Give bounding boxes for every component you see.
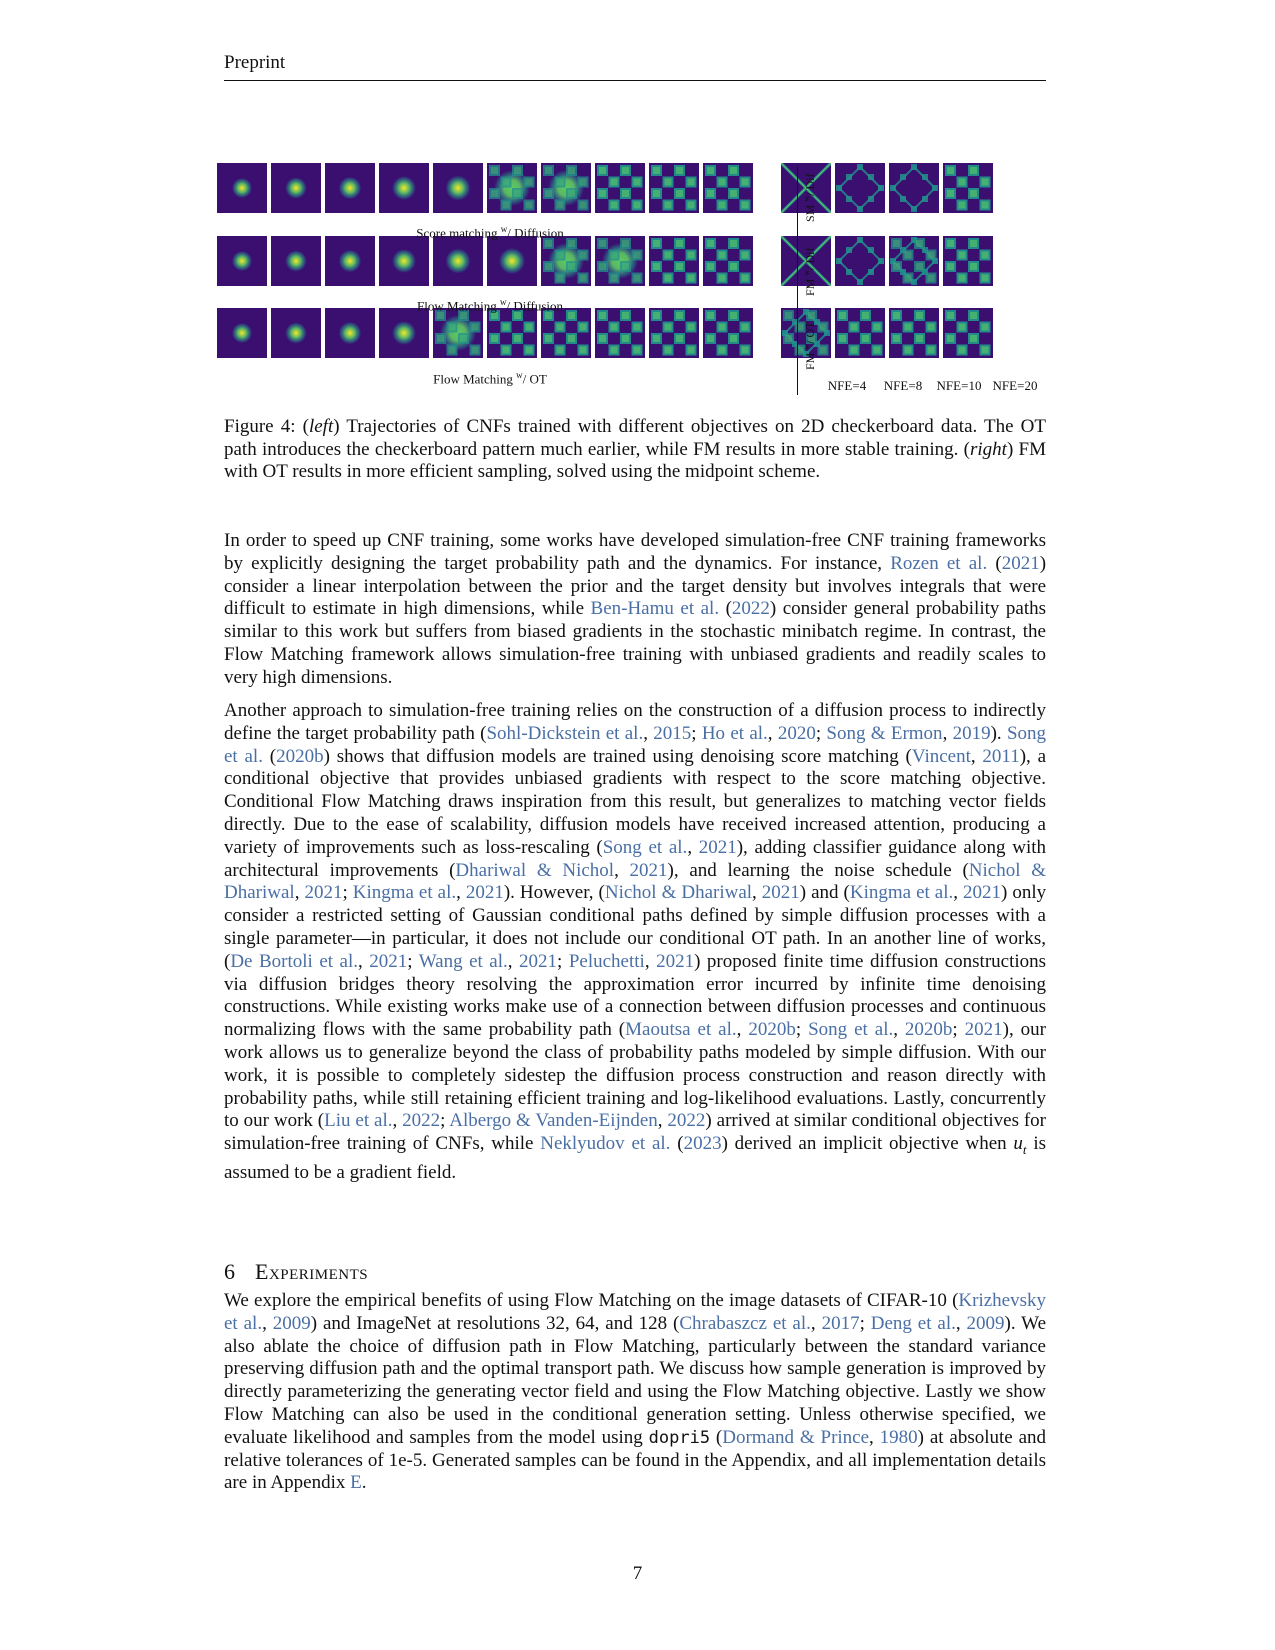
citation-link[interactable]: Song et al.	[602, 836, 688, 858]
density-tile	[649, 236, 699, 286]
citation-link[interactable]: Sohl-Dickstein et al.	[486, 722, 644, 744]
density-tile	[325, 236, 375, 286]
paragraph-related-work-1: In order to speed up CNF training, some works have developed simulation-free CNF training frameworks by explicitly designing the target probability path and the dynamics. For instance, Rozen et al. (2021) consider a linear interpolation between the prior and the target density but involves integrals that were difficult to estimate in high dimensions, while Ben-Hamu et al. (2022) consider general probability paths similar to this work but suffers from biased gradients in the stochastic minibatch regime. In contrast, the Flow Matching framework allows simulation-free training with unbiased gradients and readily scales to very high dimensions.	[224, 530, 1047, 688]
citation-link[interactable]: Liu et al.	[324, 1110, 393, 1132]
citation-link[interactable]: 2011	[982, 745, 1020, 767]
citation-link[interactable]: 2023	[683, 1133, 722, 1155]
citation-link[interactable]: Albergo & Vanden-Eijnden	[449, 1110, 658, 1132]
density-tile	[433, 163, 483, 213]
citation-link[interactable]: 2015	[653, 722, 692, 744]
citation-link[interactable]: 2022	[731, 598, 770, 620]
density-tile	[325, 308, 375, 358]
row-label-fm-dif: Flow Matching $^w$/ Diffusion	[416, 297, 564, 314]
citation-link[interactable]: Dhariwal & Nichol	[455, 859, 615, 881]
citation-link[interactable]: 2021	[656, 950, 695, 972]
density-tile	[595, 236, 645, 286]
density-tile	[487, 308, 537, 358]
citation-link[interactable]: Vincent	[911, 745, 971, 767]
row-label-fm-ot: Flow Matching $^w$/ OT	[433, 370, 547, 387]
citation-link[interactable]: Chrabaszcz et al.	[679, 1312, 811, 1334]
citation-link[interactable]: 1980	[879, 1426, 918, 1448]
citation-link[interactable]: 2021	[369, 950, 408, 972]
code-dopri5: dopri5	[648, 1427, 711, 1448]
density-tile	[271, 308, 321, 358]
citation-link[interactable]: Nichol & Dhariwal	[224, 859, 1046, 904]
citation-link[interactable]: 2021	[964, 1019, 1003, 1041]
citation-link[interactable]: Song et al.	[808, 1019, 894, 1041]
density-tile	[649, 308, 699, 358]
citation-link[interactable]: 2021	[519, 950, 558, 972]
citation-link[interactable]: 2022	[402, 1110, 441, 1132]
density-tile	[835, 308, 885, 358]
citation-link[interactable]: Deng et al.	[870, 1312, 956, 1334]
density-tile	[487, 236, 537, 286]
section-heading: 6 Experiments	[224, 1259, 369, 1284]
density-tile	[595, 308, 645, 358]
citation-link[interactable]: Ben-Hamu et al.	[590, 598, 720, 620]
density-tile	[271, 163, 321, 213]
citation-link[interactable]: 2021	[465, 882, 504, 904]
citation-link[interactable]: Krizhevsky et al.	[224, 1290, 1046, 1334]
density-tile	[703, 308, 753, 358]
density-tile	[217, 308, 267, 358]
citation-link[interactable]: 2021	[698, 836, 737, 858]
citation-link[interactable]: 2022	[667, 1110, 706, 1132]
nfe-label: NFE=8	[883, 378, 923, 393]
density-tile	[835, 163, 885, 213]
vlabel-fm-ot: FM $^w$/ OT	[802, 321, 817, 370]
citation-link[interactable]: Nichol & Dhariwal	[604, 882, 753, 904]
citation-link[interactable]: 2021	[304, 882, 343, 904]
density-tile	[835, 236, 885, 286]
row-label-sm-dif: Score matching $^w$/ Diffusion	[416, 224, 564, 241]
citation-link[interactable]: 2020b	[276, 745, 324, 767]
citation-link[interactable]: 2009	[272, 1312, 311, 1334]
density-tile	[889, 308, 939, 358]
citation-link[interactable]: Neklyudov et al.	[540, 1133, 671, 1155]
page-number: 7	[632, 1563, 643, 1584]
citation-link[interactable]: 2020b	[904, 1019, 953, 1041]
density-tile	[889, 236, 939, 286]
density-tile	[217, 236, 267, 286]
density-tile	[541, 163, 591, 213]
paragraph-experiments: We explore the empirical benefits of using Flow Matching on the image datasets of CIFAR-10 (Krizhevsky et al., 2009) and ImageNet at resolutions 32, 64, and 128 (Chrabaszcz et al., 2017; Deng et al., 2009). We also ablate the choice of diffusion path in Flow Matching, particularly between the standard variance preserving diffusion path and the optimal transport path. We discuss how sample generation is improved by directly parameterizing the generating vector field and using the Flow Matching objective. Lastly we show Flow Matching can also be used in the conditional generation setting. Unless otherwise specified, we evaluate likelihood and samples from the model using dopri5 (Dormand & Prince, 1980) at absolute and relative tolerances of 1e-5. Generated samples can be found in the Appendix, and all implementation details are in Appendix E.	[224, 1290, 1047, 1494]
citation-link[interactable]: 2021	[761, 882, 800, 904]
figure-caption: Figure 4: (left) Trajectories of CNFs trained with different objectives on 2D checkerboard data. The OT path introduces the checkerboard pattern much earlier, while FM results in more stable training. (right) FM with OT results in more efficient sampling, solved using the midpoint scheme.	[224, 416, 1047, 482]
density-tile	[379, 163, 429, 213]
citation-link[interactable]: Ho et al.	[701, 722, 768, 744]
math-u-t: $u_t$	[1013, 1133, 1027, 1157]
citation-link[interactable]: 2019	[952, 722, 991, 744]
density-tile	[379, 308, 429, 358]
density-tile	[649, 163, 699, 213]
density-tile	[217, 163, 267, 213]
citation-link[interactable]: Song et al.	[224, 722, 1047, 767]
density-tile	[703, 163, 753, 213]
vlabel-sm-dif: SM $^w$/ Dif	[802, 173, 817, 222]
nfe-label: NFE=20	[992, 378, 1038, 393]
citation-link[interactable]: Maoutsa et al.	[625, 1019, 737, 1041]
density-tile	[487, 163, 537, 213]
density-tile	[433, 236, 483, 286]
citation-link[interactable]: Kingma et al.	[849, 882, 954, 904]
citation-link[interactable]: 2021	[1001, 552, 1040, 574]
citation-link[interactable]: 2021	[963, 882, 1001, 904]
nfe-label: NFE=10	[936, 378, 982, 393]
citation-link[interactable]: 2017	[821, 1312, 860, 1334]
density-tile	[541, 236, 591, 286]
figure-divider	[797, 167, 798, 395]
appendix-link[interactable]: E	[350, 1472, 362, 1494]
citation-link[interactable]: 2021	[629, 859, 668, 881]
vlabel-fm-dif: FM $^w$/ Dif	[802, 247, 817, 296]
density-tile	[325, 163, 375, 213]
paragraph-related-work-2: Another approach to simulation-free training relies on the construction of a diffusion process to indirectly define the target probability path (Sohl-Dickstein et al., 2015; Ho et al., 2020; Song & Ermon, 2019). Song et al. (2020b) shows that diffusion models are trained using denoising score matching (Vincent, 2011), a conditional objective that provides unbiased gradients with respect to the score matching objective. Conditional Flow Matching draws inspiration from this result, but generalizes to matching vector fields directly. Due to the ease of scalability, diffusion models have received increased attention, producing a variety of improvements such as loss-rescaling (Song et al., 2021), adding classifier guidance along with architectural improvements (Dhariwal & Nichol, 2021), and learning the noise schedule (Nichol & Dhariwal, 2021; Kingma et al., 2021). However, (Nichol & Dhariwal, 2021) and (Kingma et al., 2021) only consider a restricted setting of Gaussian conditional paths defined by simple diffusion processes with a single parameter—in particular, it does not include our conditional OT path. In an another line of works, (De Bortoli et al., 2021; Wang et al., 2021; Peluchetti, 2021) proposed finite time diffusion constructions via diffusion bridges theory resolving the approximation error incurred by infinite time denoising constructions. While existing works make use of a connection between diffusion processes and continuous normalizing flows with the same probability path (Maoutsa et al., 2020b; Song et al., 2020b; 2021), our work allows us to generalize beyond the class of probability paths modeled by simple diffusion. With our work, it is possible to completely sidestep the diffusion process construction and reason directly with probability paths, while still retaining efficient training and log-likelihood evaluations. Lastly, concurrently to our work (Liu et al., 2022; Albergo & Vanden-Eijnden, 2022) arrived at similar conditional objectives for simulation-free training of CNFs, while Neklyudov et al. (2023) derived an implicit objective when $u_t$ is assumed to be a gradient field.	[224, 700, 1047, 1183]
citation-link[interactable]: De Bortoli et al.	[230, 950, 359, 972]
density-tile	[541, 308, 591, 358]
citation-link[interactable]: 2020b	[748, 1019, 796, 1041]
header-rule	[224, 80, 1046, 81]
density-tile	[943, 163, 993, 213]
density-tile	[433, 308, 483, 358]
density-tile	[943, 236, 993, 286]
citation-link[interactable]: Kingma et al.	[352, 882, 457, 904]
density-tile	[943, 308, 993, 358]
density-tile	[889, 163, 939, 213]
citation-link[interactable]: Dormand & Prince	[722, 1426, 870, 1448]
density-tile	[595, 163, 645, 213]
density-tile	[703, 236, 753, 286]
nfe-label: NFE=4	[827, 378, 867, 393]
citation-link[interactable]: 2009	[966, 1312, 1005, 1334]
citation-link[interactable]: Song & Ermon	[826, 722, 943, 744]
density-tile	[271, 236, 321, 286]
running-header: Preprint	[224, 52, 286, 73]
citation-link[interactable]: Rozen et al.	[890, 552, 988, 574]
density-tile	[379, 236, 429, 286]
citation-link[interactable]: 2020	[777, 722, 816, 744]
citation-link[interactable]: Peluchetti	[568, 950, 645, 972]
citation-link[interactable]: Wang et al.	[418, 950, 508, 972]
